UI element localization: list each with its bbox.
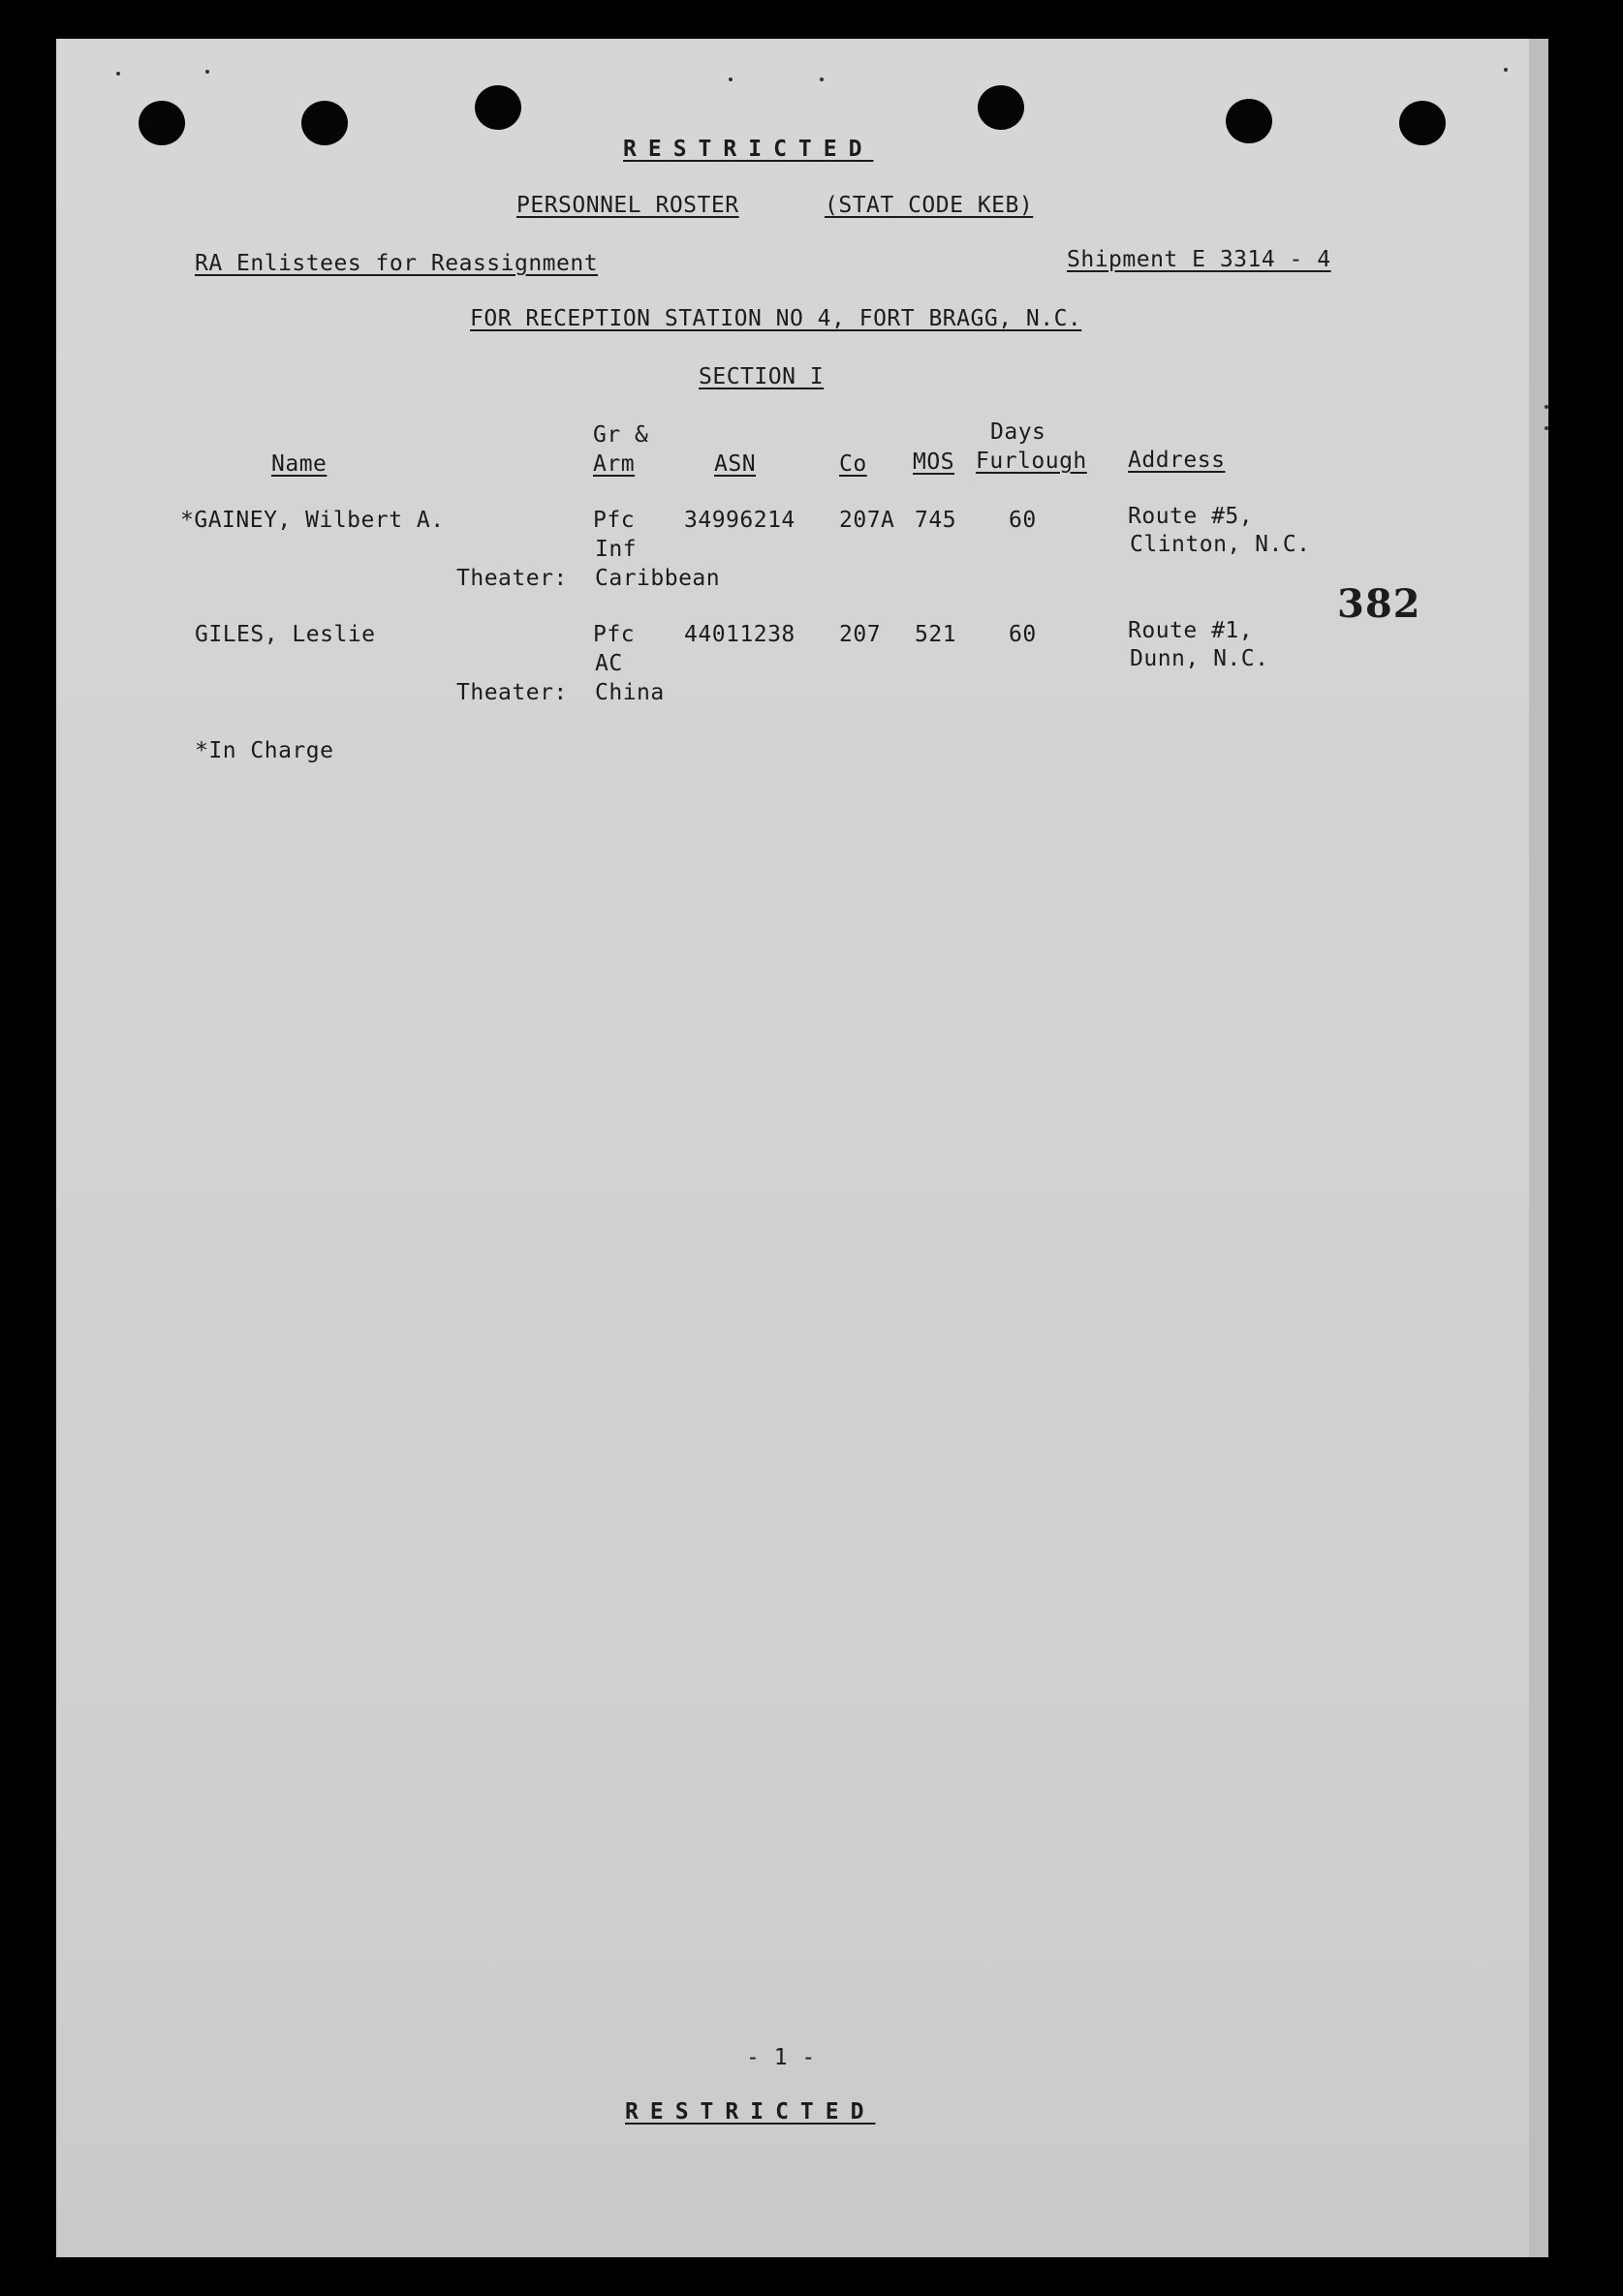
row2-co: 207 (839, 622, 882, 647)
restricted-heading-top: RESTRICTED (623, 137, 874, 162)
paper-speck (1545, 426, 1548, 430)
stamp-number: 382 (1337, 581, 1421, 627)
row1-address-line2: Clinton, N.C. (1130, 532, 1311, 557)
col-days-line1: Days (990, 419, 1046, 445)
row1-theater: Caribbean (595, 566, 721, 591)
col-days-line2: Furlough (976, 449, 1087, 474)
row2-theater: China (595, 680, 665, 705)
paper-speck (1504, 68, 1508, 72)
punch-hole (1399, 101, 1446, 145)
row2-mos: 521 (915, 622, 957, 647)
row2-arm: AC (595, 651, 623, 676)
section-heading: SECTION I (699, 364, 825, 389)
col-address: Address (1128, 448, 1226, 473)
row2-name: GILES, Leslie (195, 622, 376, 647)
paper-speck (205, 70, 209, 74)
punch-hole (1226, 99, 1272, 143)
col-co: Co (839, 451, 867, 477)
paper-speck (820, 78, 824, 81)
row2-address-line2: Dunn, N.C. (1130, 646, 1269, 671)
row1-co: 207A (839, 508, 895, 533)
row2-grade: Pfc (593, 622, 636, 647)
enlistees-label: RA Enlistees for Reassignment (195, 251, 599, 276)
col-gr-line1: Gr & (593, 422, 649, 448)
row2-theater-label: Theater: (456, 680, 568, 705)
punch-hole (978, 85, 1024, 130)
footnote-in-charge: *In Charge (195, 738, 334, 763)
row1-mos: 745 (915, 508, 957, 533)
punch-hole (475, 85, 521, 130)
col-name: Name (271, 451, 328, 477)
row1-name: *GAINEY, Wilbert A. (180, 508, 445, 533)
row2-asn: 44011238 (684, 622, 796, 647)
row2-days: 60 (1009, 622, 1037, 647)
col-asn: ASN (714, 451, 757, 477)
col-mos: MOS (913, 450, 955, 475)
row1-address-line1: Route #5, (1128, 504, 1254, 529)
punch-hole (301, 101, 348, 145)
paper-speck (116, 72, 120, 76)
row2-address-line1: Route #1, (1128, 618, 1254, 643)
row1-asn: 34996214 (684, 508, 796, 533)
page-number: - 1 - (746, 2045, 816, 2070)
row1-theater-label: Theater: (456, 566, 568, 591)
destination-line: FOR RECEPTION STATION NO 4, FORT BRAGG, N.C. (470, 306, 1082, 331)
roster-title: PERSONNEL ROSTER (516, 193, 739, 218)
paper-speck (729, 78, 733, 81)
row1-arm: Inf (595, 537, 638, 562)
shipment-number: Shipment E 3314 - 4 (1067, 247, 1331, 272)
row1-days: 60 (1009, 508, 1037, 533)
restricted-heading-bottom: RESTRICTED (625, 2099, 876, 2125)
punch-hole (139, 101, 185, 145)
row1-grade: Pfc (593, 508, 636, 533)
paper-speck (1545, 405, 1548, 409)
col-gr-line2: Arm (593, 451, 636, 477)
stat-code: (STAT CODE KEB) (825, 193, 1034, 218)
